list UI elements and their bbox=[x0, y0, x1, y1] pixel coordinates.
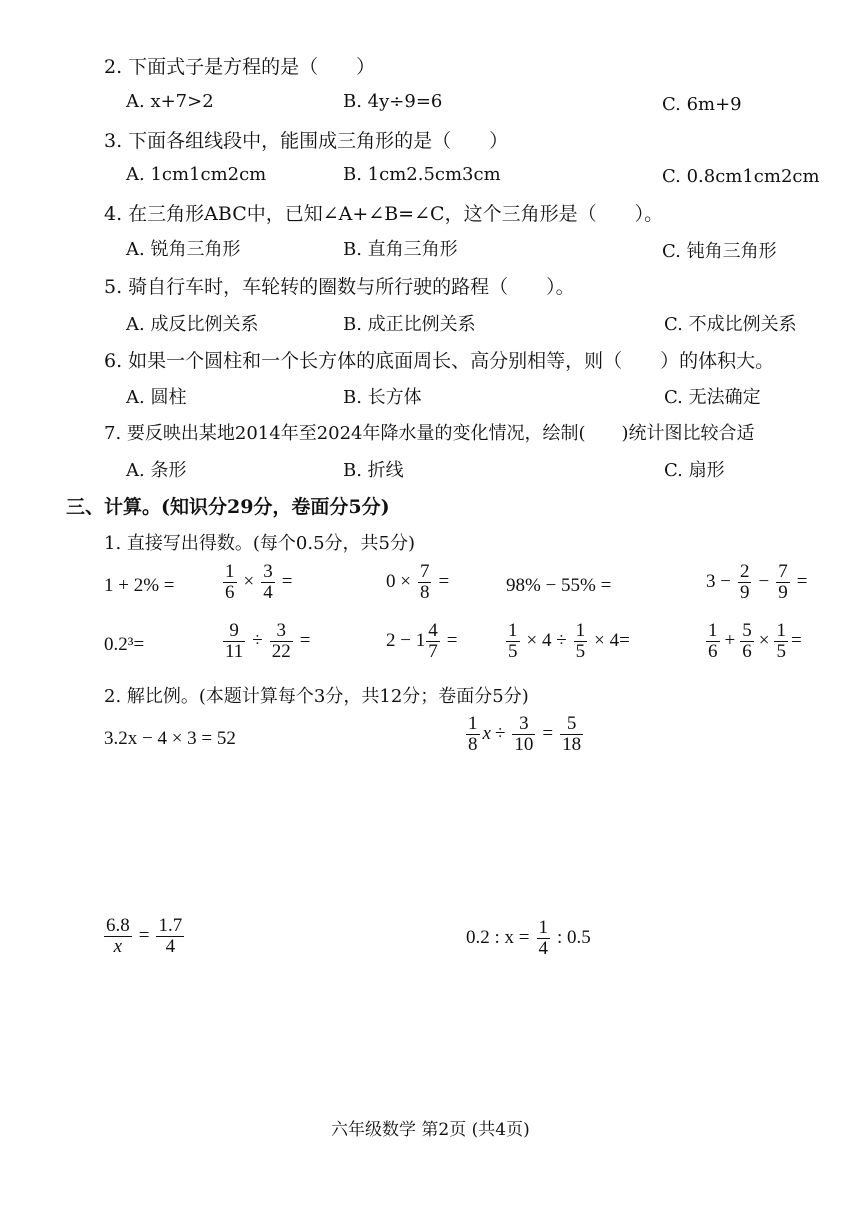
fraction: $\frac{3}{22}$ bbox=[271, 620, 291, 662]
fraction: $\frac{1.7}{4}$ bbox=[158, 915, 183, 957]
calc-2-3: 2 − 1 $\frac{4}{7}$ = bbox=[386, 620, 458, 662]
question-4-stem: 4. 在三角形ABC中，已知∠A+∠B=∠C，这个三角形是（ ）。 bbox=[104, 203, 664, 225]
fraction: $\frac{1}{5}$ bbox=[575, 620, 586, 662]
question-3-option-c: C. 0.8cm1cm2cm bbox=[662, 166, 820, 187]
calc-2-1: 0.2³= bbox=[104, 634, 145, 655]
question-2-option-b: B. 4y÷9=6 bbox=[343, 91, 443, 112]
fraction: $\frac{7}{9}$ bbox=[778, 561, 788, 603]
question-6-stem: 6. 如果一个圆柱和一个长方体的底面周长、高分别相等，则（ ）的体积大。 bbox=[104, 350, 775, 372]
fraction: $\frac{3}{4}$ bbox=[263, 561, 273, 603]
calc-1-5: 3 − $\frac{2}{9}$ − $\frac{7}{9}$ = bbox=[706, 561, 808, 603]
calc-1-1: 1 + 2% = bbox=[104, 575, 175, 596]
fraction: $\frac{9}{11}$ bbox=[225, 620, 244, 662]
fraction: $\frac{6.8}{x}$ bbox=[106, 915, 130, 957]
question-5-option-b: B. 成正比例关系 bbox=[343, 314, 476, 335]
fraction: $\frac{3}{10}$ bbox=[514, 713, 534, 755]
question-3-option-a: A. 1cm1cm2cm bbox=[126, 164, 267, 185]
question-2-option-a: A. x+7>2 bbox=[126, 91, 214, 112]
question-7-option-b: B. 折线 bbox=[343, 460, 404, 481]
question-7-stem: 7. 要反映出某地2014年至2024年降水量的变化情况，绘制( )统计图比较合适 bbox=[104, 423, 755, 444]
fraction: $\frac{7}{8}$ bbox=[419, 561, 430, 603]
page-footer: 六年级数学 第2页 (共4页) bbox=[331, 1120, 530, 1140]
section-3-title: 三、计算。(知识分29分，卷面分5分) bbox=[66, 496, 390, 518]
calc-2-4: $\frac{1}{5}$ × 4 ÷ $\frac{1}{5}$ × 4= bbox=[508, 620, 630, 662]
question-5-option-a: A. 成反比例关系 bbox=[126, 314, 259, 335]
calc-2-5: $\frac{1}{6}$ + $\frac{5}{6}$ × $\frac{1}{5}$ = bbox=[708, 620, 802, 662]
question-7-option-c: C. 扇形 bbox=[664, 460, 725, 481]
question-6-option-a: A. 圆柱 bbox=[126, 387, 187, 408]
fraction: $\frac{1}{8}$ bbox=[468, 713, 478, 755]
calc-1-2: $\frac{1}{6}$ × $\frac{3}{4}$ = bbox=[225, 561, 293, 603]
question-7-option-a: A. 条形 bbox=[126, 460, 187, 481]
fraction: $\frac{5}{6}$ bbox=[742, 620, 752, 662]
question-5-option-c: C. 不成比例关系 bbox=[664, 314, 797, 335]
section-3-part-2-title: 2. 解比例。(本题计算每个3分，共12分；卷面分5分) bbox=[104, 686, 529, 707]
question-6-option-c: C. 无法确定 bbox=[664, 387, 761, 408]
fraction: $\frac{5}{18}$ bbox=[562, 713, 582, 755]
question-6-option-b: B. 长方体 bbox=[343, 387, 422, 408]
calc-1-3: 0 × $\frac{7}{8}$ = bbox=[386, 561, 450, 603]
equation-1: 3.2x − 4 × 3 = 52 bbox=[104, 728, 236, 749]
fraction: $\frac{4}{7}$ bbox=[428, 620, 438, 662]
question-4-option-b: B. 直角三角形 bbox=[343, 239, 458, 260]
section-3-part-1-title: 1. 直接写出得数。(每个0.5分，共5分) bbox=[104, 533, 416, 554]
fraction: $\frac{1}{6}$ bbox=[708, 620, 718, 662]
question-4-option-a: A. 锐角三角形 bbox=[126, 239, 241, 260]
question-2-option-c: C. 6m+9 bbox=[662, 94, 742, 115]
question-2-stem: 2. 下面式子是方程的是（ ） bbox=[104, 56, 376, 78]
equation-2: $\frac{1}{8}$ x ÷ $\frac{3}{10}$ = $\frac{5}{18}$ bbox=[468, 713, 582, 755]
equation-4: 0.2 : x = $\frac{1}{4}$ : 0.5 bbox=[466, 917, 591, 959]
fraction: $\frac{2}{9}$ bbox=[739, 561, 750, 603]
question-4-option-c: C. 钝角三角形 bbox=[662, 241, 777, 262]
fraction: $\frac{1}{6}$ bbox=[225, 561, 235, 603]
calc-2-2: $\frac{9}{11}$ ÷ $\frac{3}{22}$ = bbox=[225, 620, 311, 662]
calc-1-4: 98% − 55% = bbox=[506, 575, 612, 596]
question-3-stem: 3. 下面各组线段中，能围成三角形的是（ ） bbox=[104, 130, 509, 152]
question-5-stem: 5. 骑自行车时，车轮转的圈数与所行驶的路程（ ）。 bbox=[104, 276, 575, 298]
equation-3: $\frac{6.8}{x}$ = $\frac{1.7}{4}$ bbox=[106, 915, 183, 957]
fraction: $\frac{1}{5}$ bbox=[776, 620, 786, 662]
question-3-option-b: B. 1cm2.5cm3cm bbox=[343, 164, 501, 185]
fraction: $\frac{1}{5}$ bbox=[508, 620, 518, 662]
fraction: $\frac{1}{4}$ bbox=[538, 917, 548, 959]
